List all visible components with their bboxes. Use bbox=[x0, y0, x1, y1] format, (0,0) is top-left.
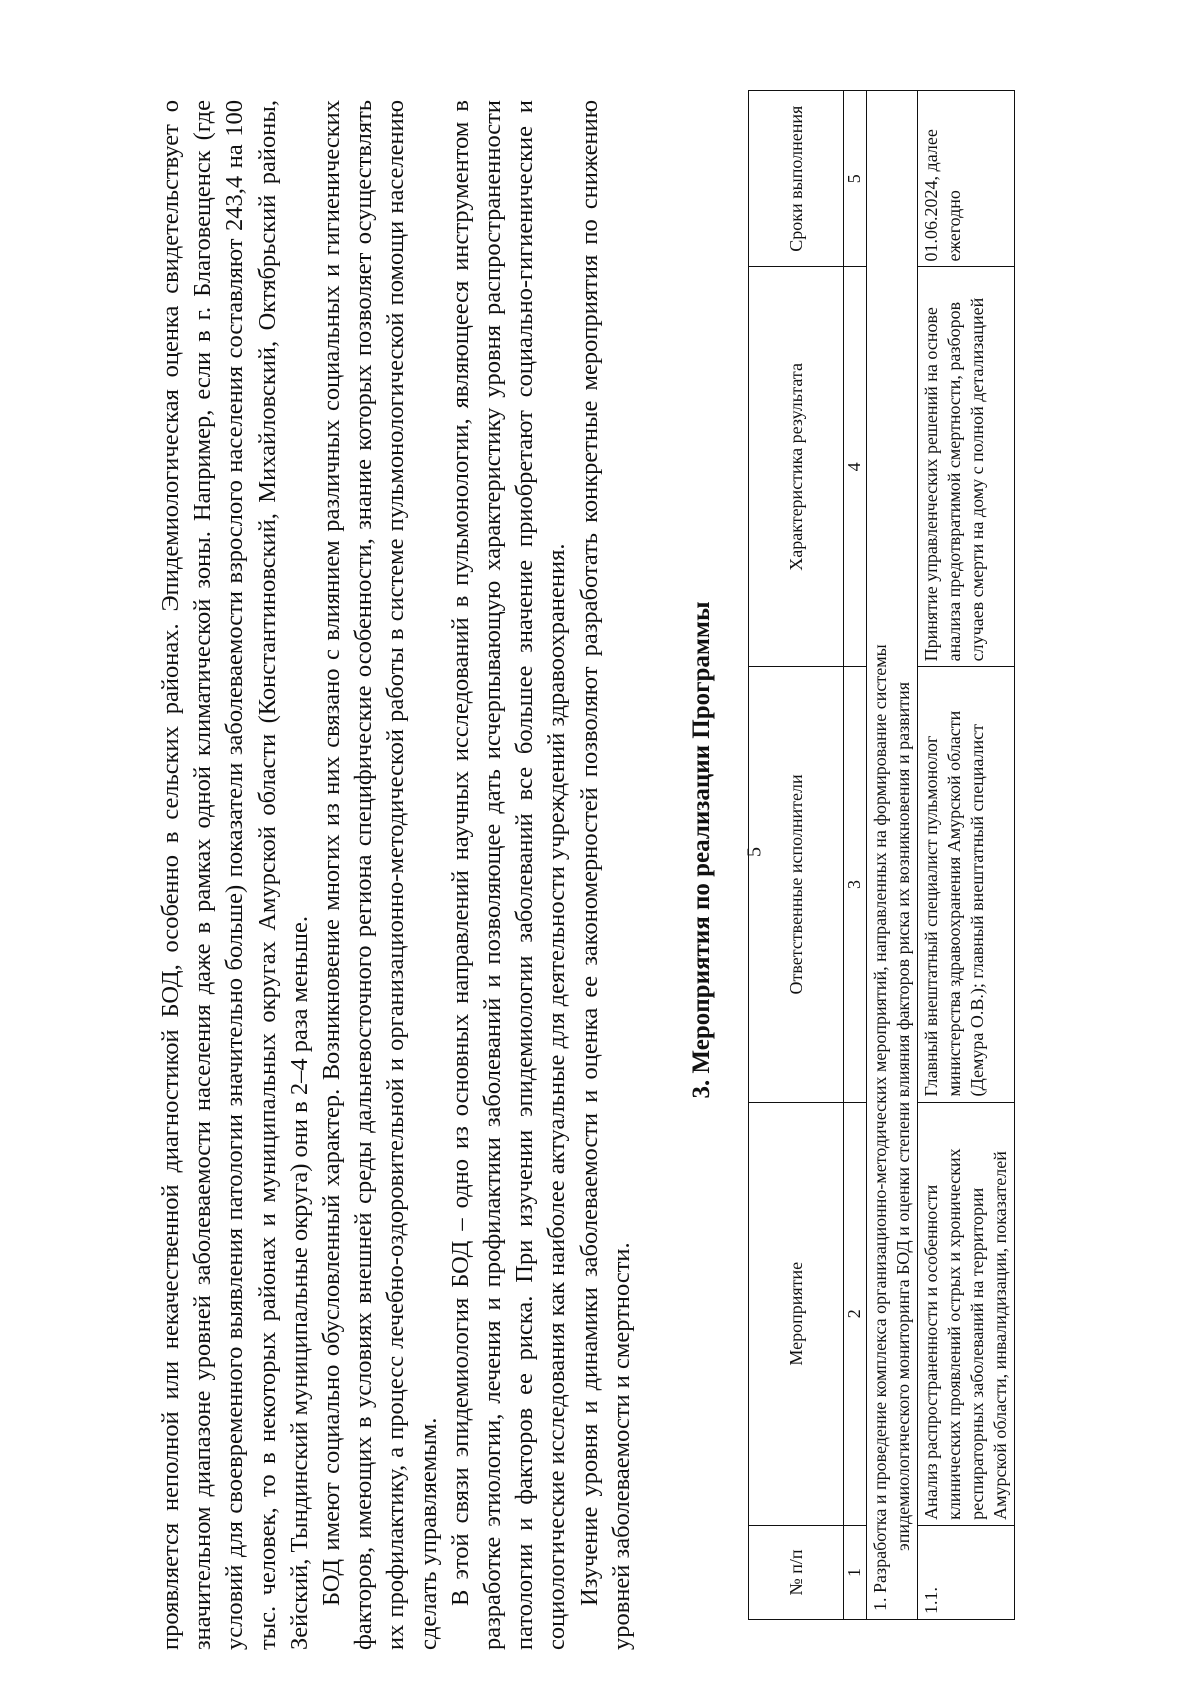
header-number: № п/п bbox=[749, 1525, 844, 1619]
section-title-line-1: 1. Разработка и проведение комплекса организационно-методических мероприятий, направленных на формирование системы bbox=[870, 644, 890, 1611]
section-title-cell bbox=[867, 91, 918, 1620]
header-result: Характеристика результата bbox=[749, 267, 844, 667]
paragraph-social-factors: БОД имеют социально обусловленный характер. Возникновение многих из них связано с влиянием различных социальных и гигиенических факторов, имеющих в условиях внешней среды дальневосточного региона специфические особенности, знание которых позволяет осуществлять их профилактику, а процесс лечебно-оздоровительной и организационно-методической работы в системе пульмонологической помощи населению сделать управляемым. bbox=[318, 100, 442, 1650]
row-deadline: 01.06.2024, далее ежегодно bbox=[918, 91, 1015, 267]
rotated-document-page bbox=[120, 50, 1080, 1650]
page-number: 5 bbox=[743, 847, 766, 857]
row-result: Принятие управленческих решений на основе анализа предотвратимой смертности, разборов случаев смерти на дому с полной детализацией bbox=[918, 267, 1015, 667]
paragraph-conclusion: Изучение уровня и динамики заболеваемости и оценка ее закономерностей позволяют разработать конкретные мероприятия по снижению уровней заболеваемости и смертности. bbox=[575, 100, 635, 1650]
measures-table bbox=[748, 90, 1015, 1620]
header-responsible: Ответственные исполнители bbox=[749, 667, 844, 1102]
table-header-row bbox=[749, 91, 844, 1620]
header-measure: Мероприятие bbox=[749, 1102, 844, 1525]
body-text bbox=[155, 100, 638, 1650]
header-deadline: Сроки выполнения bbox=[749, 91, 844, 267]
section-heading: 3. Мероприятия по реализации Программы bbox=[688, 601, 715, 1099]
table-row bbox=[918, 91, 1015, 1620]
paragraph-continuation: проявляется неполной или некачественной диагностикой БОД, особенно в сельских районах. Эпидемиологическая оценка свидетельствует о значительном диапазоне уровней заболеваемости населения даже в рамках одной климатической зоны. Например, если в г. Благовещенск (где условий для своевременного выявления патологии значительно больше) показатели заболеваемости взрослого населения составляют 243,4 на 100 тыс. человек, то в некоторых районах и муниципальных округах Амурской области (Константиновский, Михайловский, Октябрьский районы, Зейский, Тындинский муниципальные округа) они в 2–4 раза меньше. bbox=[157, 100, 313, 1650]
column-number: 5 bbox=[844, 91, 867, 267]
column-number: 3 bbox=[844, 667, 867, 1102]
section-row bbox=[867, 91, 918, 1620]
row-responsible: Главный внештатный специалист пульмонолог министерства здравоохранения Амурской области (Демура О.В.); главный внештатный специалист bbox=[918, 667, 1015, 1102]
column-number: 1 bbox=[844, 1525, 867, 1619]
row-measure: Анализ распространенности и особенности клинических проявлений острых и хронических респираторных заболеваний на территории Амурской области, инвалидизации, показателей bbox=[918, 1102, 1015, 1525]
row-number: 1.1. bbox=[918, 1525, 1015, 1619]
column-number: 2 bbox=[844, 1102, 867, 1525]
paragraph-epidemiology: В этой связи эпидемиология БОД – одно из основных направлений научных исследований в пульмонологии, являющееся инструментом в разработке этиологии, лечения и профилактики заболеваний и позволяющее дать исчерпывающую характеристику уровня распространенности патологии и факторов ее риска. При изучении эпидемиологии заболеваний все большее значение приобретают социально-гигиенические и социологические исследования как наиболее актуальные для деятельности учреждений здравоохранения. bbox=[446, 100, 571, 1650]
column-number: 4 bbox=[844, 267, 867, 667]
column-numbers-row bbox=[844, 91, 867, 1620]
section-title-line-2: эпидемиологического мониторинга БОД и оценки степени влияния факторов риска их возникновения и развития bbox=[893, 681, 913, 1551]
